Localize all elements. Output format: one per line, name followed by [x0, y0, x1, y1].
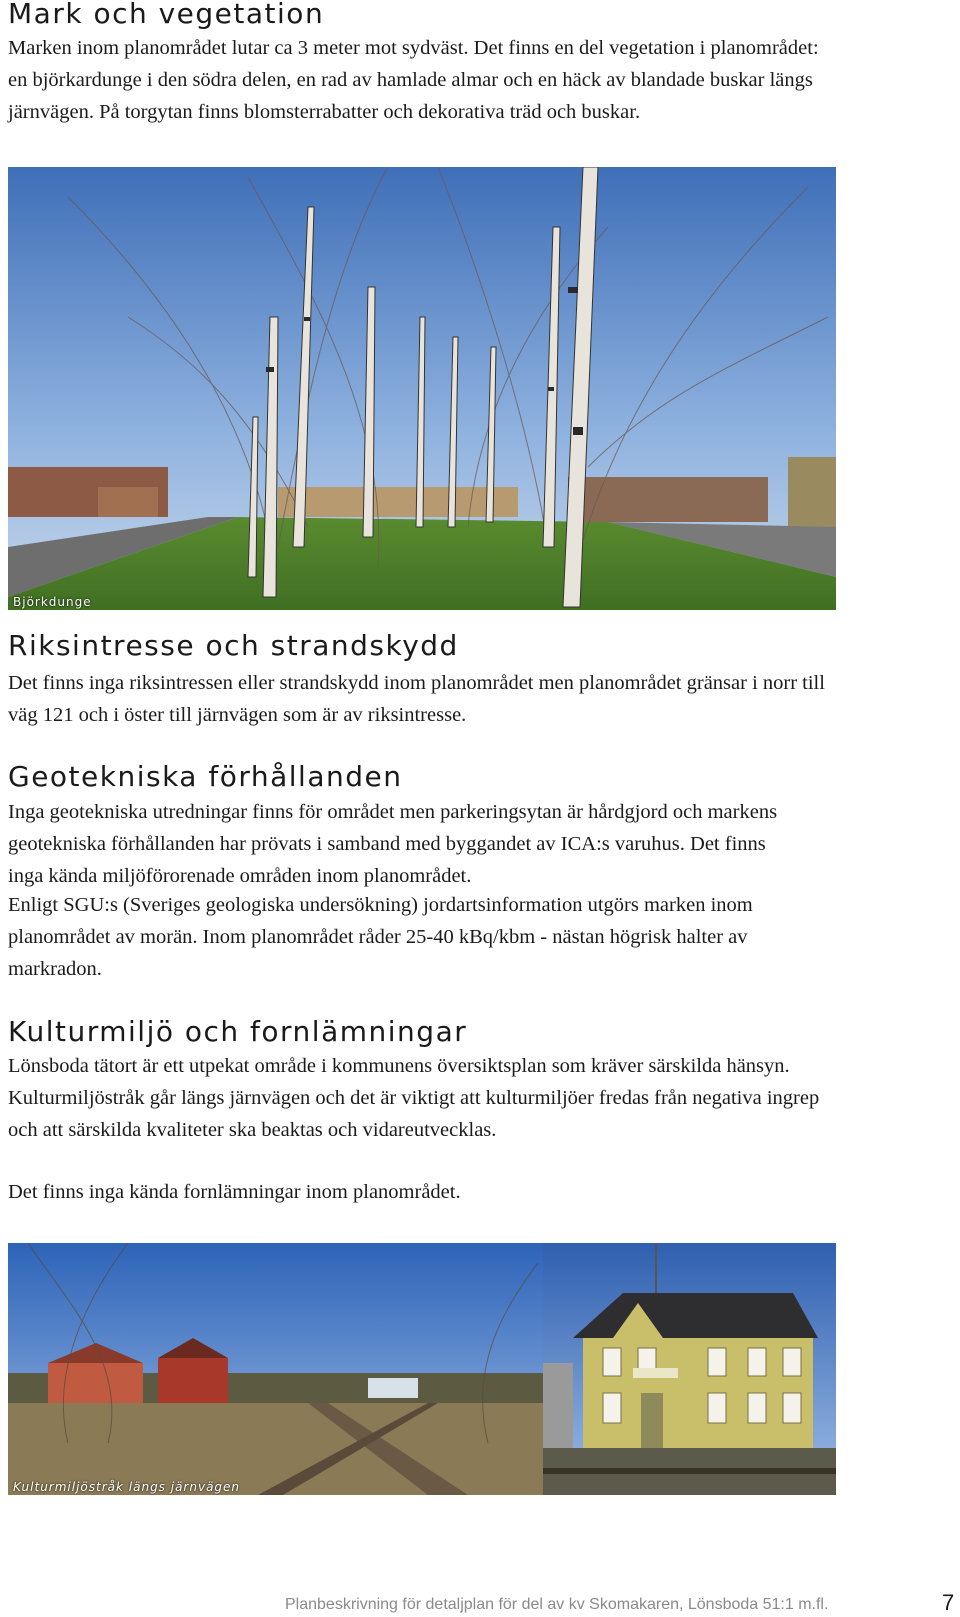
heading-mark-och-vegetation: Mark och vegetation	[8, 0, 325, 30]
paragraph-geotekniska-2: Enligt SGU:s (Sveriges geologiska undersökning) jordartsinformation utgörs marken inom planområdet av morän. Inom planområdet råder 25-40 kBq/kbm - nästan högrisk halter av markradon.	[8, 894, 753, 980]
paragraph-kulturmiljo-1: Lönsboda tätort är ett utpekat område i kommunens översiktsplan som kräver särskilda hänsyn. Kulturmiljöstråk går längs järnvägen och det är viktigt att kulturmiljöer fredas från negativa ingrep och att särskilda kvaliteter ska beaktas och vidareutvecklas.	[8, 1055, 820, 1141]
railway-photo-caption: Kulturmiljöstråk längs järnvägen	[13, 1480, 241, 1494]
heading-riksintresse: Riksintresse och strandskydd	[8, 629, 459, 662]
birch-grove-photo	[8, 167, 836, 610]
page-number: 7	[942, 1590, 955, 1615]
heading-geotekniska: Geotekniska förhållanden	[8, 760, 403, 793]
station-house-photo	[543, 1243, 836, 1495]
station-house-illustration	[543, 1243, 836, 1495]
paragraph-kulturmiljo-2: Det finns inga kända fornlämningar inom planområdet.	[8, 1181, 461, 1203]
birch-photo-caption: Björkdunge	[13, 595, 92, 609]
paragraph-mark-och-vegetation: Marken inom planområdet lutar ca 3 meter mot sydväst. Det finns en del vegetation i planområdet: en björkardunge i den södra delen, en rad av hamlade almar och en häck av blandade buskar längs järnvägen. På torgytan finns blomsterrabatter och dekorativa träd och buskar.	[8, 37, 819, 123]
footer-text: Planbeskrivning för detaljplan för del av kv Skomakaren, Lönsboda 51:1 m.fl.	[285, 1596, 829, 1613]
railway-illustration	[8, 1243, 543, 1495]
birch-grove-illustration	[8, 167, 836, 610]
paragraph-riksintresse: Det finns inga riksintressen eller strandskydd inom planområdet men planområdet gränsar i norr till väg 121 och i öster till järnvägen som är av riksintresse.	[8, 672, 825, 726]
paragraph-geotekniska-1: Inga geotekniska utredningar finns för området men parkeringsytan är hårdgjord och markens geotekniska förhållanden har prövats i samband med byggandet av ICA:s varuhus. Det finns inga kända miljöförorenade områden inom planområdet.	[8, 801, 778, 887]
railway-photo	[8, 1243, 543, 1495]
heading-kulturmiljo: Kulturmiljö och fornlämningar	[8, 1015, 468, 1048]
